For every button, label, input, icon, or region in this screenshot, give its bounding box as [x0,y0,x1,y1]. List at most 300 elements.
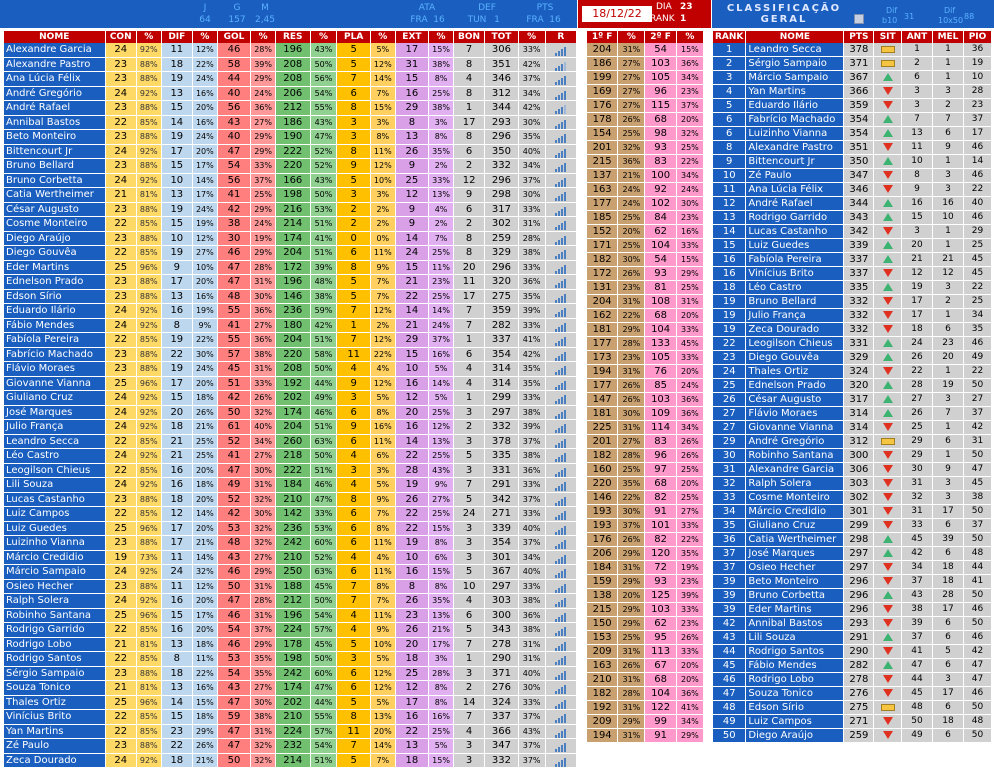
table-row[interactable] [4,319,576,334]
table-row[interactable] [4,217,576,232]
ranking-row[interactable] [713,673,991,687]
table-row[interactable] [4,72,576,87]
table-row[interactable] [587,71,703,85]
ranking-row[interactable] [713,617,991,631]
phase-cell: 31% [618,365,644,379]
ranking-row[interactable] [713,43,991,57]
table-row[interactable] [587,687,703,701]
table-row[interactable] [587,603,703,617]
table-row[interactable] [587,631,703,645]
table-row[interactable] [587,225,703,239]
phase-cell: 220 [587,477,617,491]
ranking-row[interactable] [713,519,991,533]
stat-cell: 26% [193,406,217,421]
stat-cell: 19 [162,362,192,377]
ranking-row[interactable] [713,421,991,435]
stat-cell: 25% [429,449,453,464]
ranking-row[interactable] [713,309,991,323]
signal-bars-icon [546,130,576,145]
save-icon[interactable] [854,14,864,24]
stat-cell: 27% [193,246,217,261]
stat-cell: 3 [454,435,484,450]
stat-cell: 2% [429,159,453,174]
phase-cell: 34% [677,169,703,183]
table-row[interactable] [587,463,703,477]
table-row[interactable] [587,435,703,449]
ranking-row[interactable] [713,141,991,155]
stat-cell: 24 [106,319,136,334]
stat-cell: 3 [454,522,484,537]
table-row[interactable] [4,377,576,392]
table-row[interactable] [4,507,576,522]
ranking-row[interactable] [713,85,991,99]
ranking-row[interactable] [713,239,991,253]
table-row[interactable] [4,261,576,276]
dif2-value: 88 [964,12,974,21]
table-row[interactable] [587,113,703,127]
table-row[interactable] [587,505,703,519]
stat-cell: 198 [276,188,310,203]
table-row[interactable] [4,406,576,421]
table-row[interactable] [587,85,703,99]
stat-cell: 22 [396,725,428,740]
phase-cell: 177 [587,379,617,393]
table-row[interactable] [587,323,703,337]
rank-cell: 25 [964,295,991,309]
phase-cell: 171 [587,239,617,253]
table-row[interactable] [587,337,703,351]
table-row[interactable] [4,435,576,450]
stat-cell: 14 [162,116,192,131]
stat-cell: 96% [137,377,161,392]
player-name: Vinícius Brito [4,710,105,725]
rank-cell: 271 [844,715,873,729]
table-row[interactable] [4,710,576,725]
table-row[interactable] [4,681,576,696]
phase-cell: 22% [618,309,644,323]
ranking-row[interactable] [713,505,991,519]
ranking-row[interactable] [713,449,991,463]
table-row[interactable] [587,561,703,575]
stat-cell: 8 [337,493,369,508]
table-row[interactable] [4,493,576,508]
rank-number: 9 [713,155,745,169]
ranking-row[interactable] [713,99,991,113]
phase-cell: 105 [645,351,675,365]
table-row[interactable] [587,239,703,253]
rank-cell: 296 [844,575,873,589]
table-row[interactable] [587,449,703,463]
table-row[interactable] [587,351,703,365]
stat-cell: 260 [276,435,310,450]
table-row[interactable] [587,267,703,281]
stat-cell: 88% [137,348,161,363]
table-row[interactable] [587,659,703,673]
signal-bars-icon [546,58,576,73]
stat-cell: 36% [251,304,275,319]
table-row[interactable] [587,57,703,71]
status-cell [874,239,901,253]
ranking-row[interactable] [713,267,991,281]
ranking-row[interactable] [713,337,991,351]
table-row[interactable] [587,421,703,435]
ranking-row[interactable] [713,351,991,365]
dif1-value: 31 [904,12,914,21]
table-row[interactable] [4,638,576,653]
ranking-row[interactable] [713,57,991,71]
player-name: André Rafael [746,197,843,211]
stat-cell: 38% [429,101,453,116]
stat-cell: 85% [137,217,161,232]
rank-cell: 7 [933,407,963,421]
table-row[interactable] [587,281,703,295]
main-header-11: EXT [396,31,428,43]
ranking-row[interactable] [713,365,991,379]
phase-cell: 68 [645,673,675,687]
table-row[interactable] [4,232,576,247]
table-row[interactable] [587,183,703,197]
stat-cell: 22 [106,246,136,261]
table-row[interactable] [587,309,703,323]
stat-cell: 23% [429,275,453,290]
table-row[interactable] [4,246,576,261]
stat-cell: 4 [337,609,369,624]
table-row[interactable] [587,547,703,561]
table-row[interactable] [587,295,703,309]
table-row[interactable] [4,290,576,305]
table-row[interactable] [587,393,703,407]
phase-cell: 210 [587,673,617,687]
stat-cell: 4 [454,362,484,377]
stat-cell: 9% [371,493,395,508]
phase-cell: 182 [587,449,617,463]
rank-cell: 3 [902,99,932,113]
ranking-row[interactable] [713,547,991,561]
status-cell [874,99,901,113]
ata-value: 16 [424,15,454,25]
table-row[interactable] [4,739,576,754]
stat-cell: 210 [276,493,310,508]
stat-cell: 92% [137,43,161,58]
phase-cell: 186 [587,57,617,71]
stat-cell: 63% [311,565,337,580]
rank-cell: 1 [933,421,963,435]
table-row[interactable] [4,449,576,464]
stat-cell: 37% [251,623,275,638]
table-row[interactable] [587,589,703,603]
signal-bars-icon [546,493,576,508]
stat-cell: 204 [276,420,310,435]
ranking-row[interactable] [713,127,991,141]
status-cell [874,575,901,589]
ranking-row[interactable] [713,463,991,477]
phase-cell: 37% [677,99,703,113]
ranking-row[interactable] [713,71,991,85]
rank-cell: 3 [933,393,963,407]
ranking-row[interactable] [713,169,991,183]
stat-cell: 14 [396,435,428,450]
stat-cell: 299 [485,391,517,406]
ranking-row[interactable] [713,407,991,421]
stat-cell: 37% [519,435,545,450]
ranking-row[interactable] [713,715,991,729]
table-row[interactable] [4,348,576,363]
phase-cell: 92 [645,183,675,197]
table-row[interactable] [4,58,576,73]
ranking-row[interactable] [713,575,991,589]
rank-number: 33 [713,491,745,505]
table-row[interactable] [4,275,576,290]
stat-cell: 222 [276,145,310,160]
phase-cell: 204 [587,295,617,309]
ranking-row[interactable] [713,589,991,603]
table-row[interactable] [587,729,703,743]
rank-cell: 17 [964,127,991,141]
stat-cell: 92% [137,565,161,580]
table-row[interactable] [4,101,576,116]
ranking-row[interactable] [713,533,991,547]
stat-cell: 44 [218,72,250,87]
stat-cell: 57% [311,623,337,638]
stat-cell: 14% [193,174,217,189]
main-header-0: NOME [4,31,105,43]
stat-cell: 198 [276,652,310,667]
rank-cell: 324 [844,365,873,379]
signal-bars-icon [546,681,576,696]
stat-cell: 81% [137,681,161,696]
table-row[interactable] [587,379,703,393]
table-row[interactable] [4,203,576,218]
table-row[interactable] [587,407,703,421]
table-row[interactable] [587,127,703,141]
ranking-row[interactable] [713,197,991,211]
rank-number: 39 [713,589,745,603]
phase-cell: 72 [645,561,675,575]
ranking-row[interactable] [713,323,991,337]
stat-cell: 8% [371,522,395,537]
phase-cell: 137 [587,169,617,183]
stat-cell: 8 [454,130,484,145]
ranking-row[interactable] [713,701,991,715]
ranking-row[interactable] [713,603,991,617]
table-row[interactable] [4,667,576,682]
ranking-row[interactable] [713,435,991,449]
table-row[interactable] [4,696,576,711]
table-row[interactable] [587,197,703,211]
signal-bars-icon [546,101,576,116]
table-row[interactable] [587,673,703,687]
table-row[interactable] [587,645,703,659]
stat-cell: 19 [162,130,192,145]
status-cell [874,113,901,127]
stat-cell: 28 [396,464,428,479]
rank-cell: 16 [902,197,932,211]
signal-bars-icon [546,217,576,232]
table-row[interactable] [4,551,576,566]
table-row[interactable] [4,725,576,740]
table-row[interactable] [4,565,576,580]
stat-cell: 36% [519,275,545,290]
rank-number: 49 [713,715,745,729]
player-name: Márcio Sampaio [4,565,105,580]
rank-cell: 278 [844,673,873,687]
signal-bars-icon [546,464,576,479]
phase-cell: 194 [587,365,617,379]
table-row[interactable] [4,652,576,667]
down-arrow-icon [883,563,893,571]
status-cell [874,729,901,743]
signal-bars-icon [546,333,576,348]
stat-cell: 85% [137,333,161,348]
stat-cell: 190 [276,130,310,145]
ranking-row[interactable] [713,211,991,225]
ranking-row[interactable] [713,687,991,701]
player-name: Diego Gouvêa [746,351,843,365]
table-row[interactable] [587,533,703,547]
table-row[interactable] [4,420,576,435]
table-row[interactable] [587,253,703,267]
stat-cell: 36% [519,464,545,479]
stat-cell: 339 [485,522,517,537]
phase-cell: 193 [587,519,617,533]
stat-cell: 17 [162,536,192,551]
ranking-row[interactable] [713,379,991,393]
stat-cell: 332 [485,420,517,435]
table-row[interactable] [4,522,576,537]
ranking-row[interactable] [713,155,991,169]
stat-cell: 8% [429,536,453,551]
status-cell [874,169,901,183]
rank-number: 5 [713,99,745,113]
ranking-row[interactable] [713,281,991,295]
player-name: Annibal Bastos [746,617,843,631]
player-name: Lucas Castanho [746,225,843,239]
table-row[interactable] [587,519,703,533]
phase-cell: 68 [645,113,675,127]
up-arrow-icon [883,241,893,249]
ranking-row[interactable] [713,631,991,645]
stat-cell: 26 [396,145,428,160]
table-row[interactable] [587,141,703,155]
ranking-row[interactable] [713,659,991,673]
table-row[interactable] [4,391,576,406]
table-row[interactable] [4,159,576,174]
stat-cell: 301 [485,551,517,566]
ranking-row[interactable] [713,393,991,407]
rank-number: 16 [713,267,745,281]
stat-cell: 25 [106,609,136,624]
table-row[interactable] [4,174,576,189]
stat-cell: 259 [485,232,517,247]
table-row[interactable] [4,536,576,551]
stat-cell: 9 [162,261,192,276]
table-row[interactable] [4,478,576,493]
table-row[interactable] [587,575,703,589]
ranking-row[interactable] [713,295,991,309]
rank-cell: 6 [933,127,963,141]
ranking-row[interactable] [713,561,991,575]
table-row[interactable] [587,43,703,57]
stat-cell: 3 [337,652,369,667]
ranking-row[interactable] [713,477,991,491]
player-name: Flávio Moraes [4,362,105,377]
stat-cell: 31% [251,725,275,740]
table-row[interactable] [4,188,576,203]
table-row[interactable] [4,145,576,160]
stat-cell: 31% [519,652,545,667]
table-row[interactable] [587,99,703,113]
table-row[interactable] [4,304,576,319]
player-name: Robinho Santana [4,609,105,624]
stat-cell: 43% [311,116,337,131]
stat-cell: 24 [106,406,136,421]
stat-cell: 38% [251,710,275,725]
player-name: Luiz Guedes [746,239,843,253]
stat-cell: 18% [193,638,217,653]
ranking-row[interactable] [713,183,991,197]
stat-cell: 38% [519,623,545,638]
table-row[interactable] [4,609,576,624]
table-row[interactable] [4,333,576,348]
table-row[interactable] [4,116,576,131]
table-row[interactable] [4,130,576,145]
table-row[interactable] [587,701,703,715]
ranking-row[interactable] [713,491,991,505]
table-row[interactable] [4,87,576,102]
table-row[interactable] [587,715,703,729]
table-row[interactable] [587,365,703,379]
ranking-row[interactable] [713,113,991,127]
table-row[interactable] [4,362,576,377]
stat-cell: 92% [137,319,161,334]
table-row[interactable] [4,580,576,595]
stat-cell: 20% [193,101,217,116]
ranking-row[interactable] [713,645,991,659]
table-row[interactable] [4,754,576,768]
stat-cell: 54% [311,609,337,624]
table-row[interactable] [587,155,703,169]
phase-cell: 36% [677,687,703,701]
table-row[interactable] [4,43,576,58]
phase-cell: 163 [587,183,617,197]
phase-cell: 36% [677,393,703,407]
stat-cell: 12 [396,681,428,696]
table-row[interactable] [587,169,703,183]
table-row[interactable] [587,477,703,491]
stat-cell: 24 [454,507,484,522]
player-name: Ralph Solera [746,477,843,491]
stat-cell: 9 [396,159,428,174]
table-row[interactable] [4,464,576,479]
ranking-row[interactable] [713,729,991,743]
rank-number: 31 [713,463,745,477]
ranking-row[interactable] [713,253,991,267]
stat-cell: 23 [106,275,136,290]
table-row[interactable] [587,211,703,225]
table-row[interactable] [587,617,703,631]
rank-number: 30 [713,449,745,463]
ranking-row[interactable] [713,225,991,239]
stat-cell: 359 [485,304,517,319]
table-row[interactable] [4,623,576,638]
stat-cell: 31 [396,58,428,73]
status-cell [874,253,901,267]
phase-cell: 98 [645,127,675,141]
phase-cell: 22% [618,491,644,505]
table-row[interactable] [587,491,703,505]
stat-cell: 5 [454,565,484,580]
table-row[interactable] [4,594,576,609]
